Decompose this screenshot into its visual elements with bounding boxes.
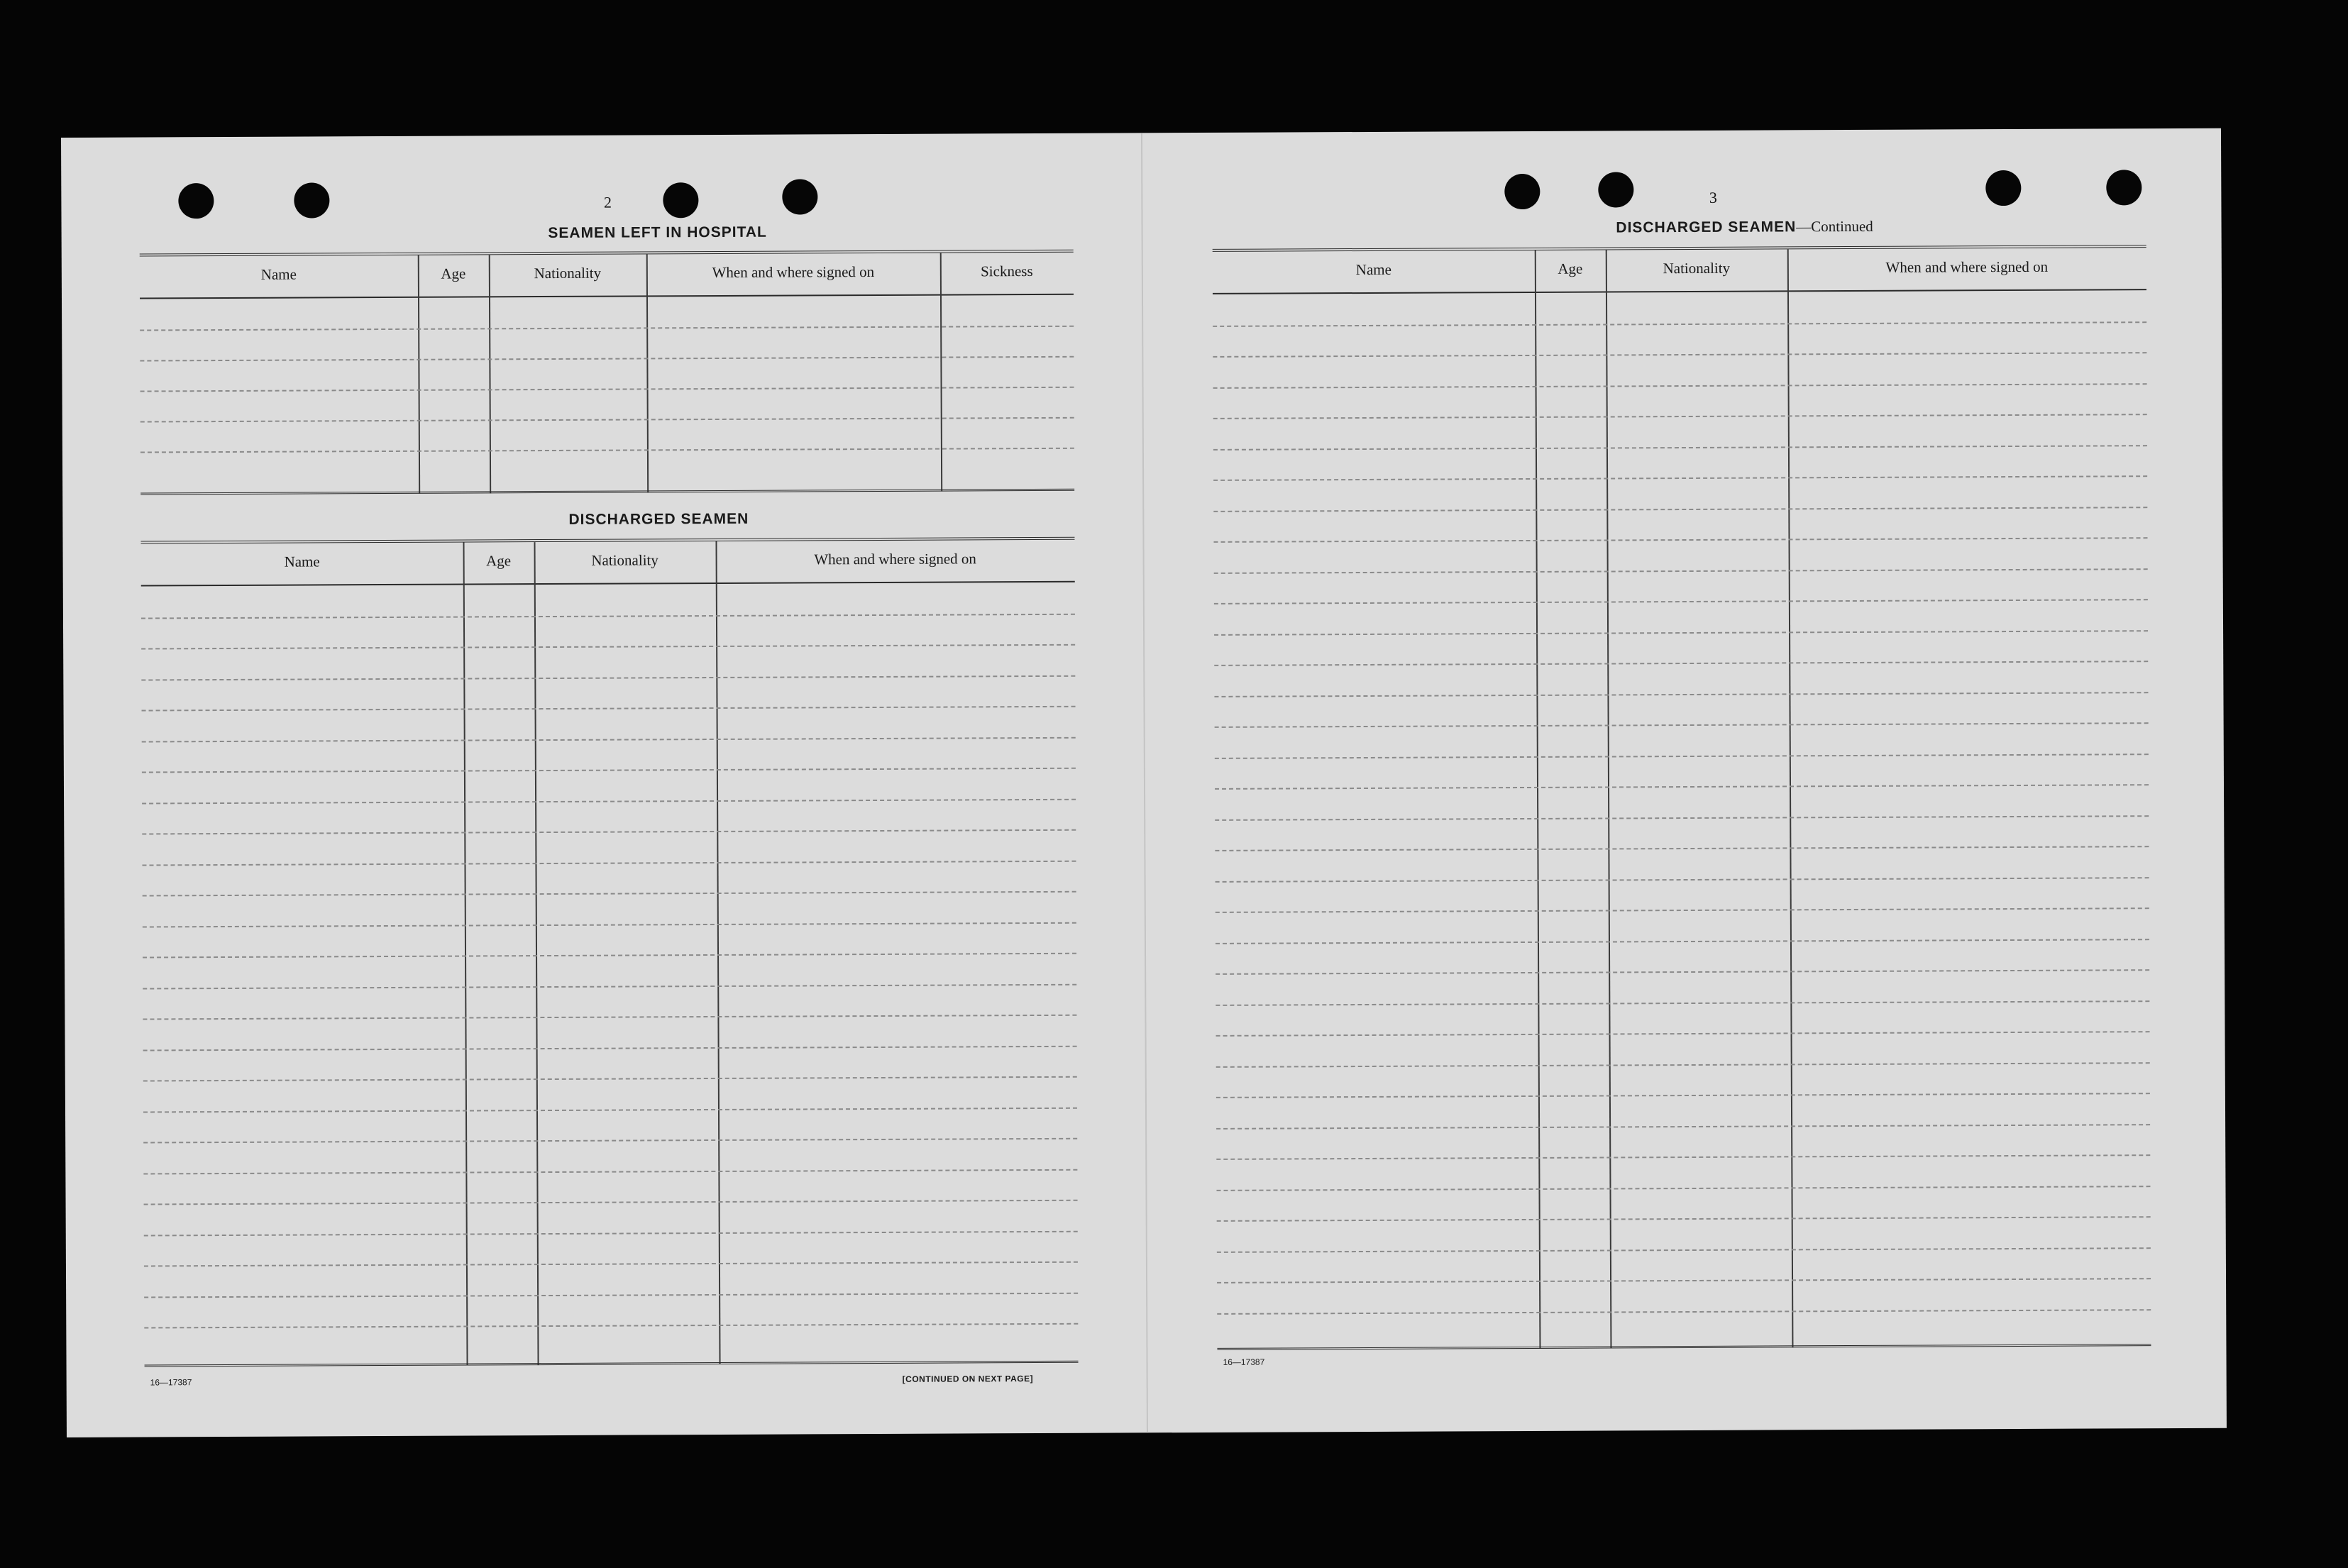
table-row (1213, 537, 2147, 543)
column-header-nationality: Nationality (1663, 259, 1731, 277)
table-row (144, 1200, 1078, 1205)
table-row (1216, 1124, 2150, 1130)
table-row (1217, 1309, 2151, 1315)
page-number: 2 (603, 193, 612, 211)
table-bottom-rule (140, 489, 1074, 495)
table-row (141, 675, 1075, 680)
binder-hole (294, 182, 329, 218)
discharged-table (140, 537, 1078, 1367)
binder-hole (178, 183, 214, 219)
table-row (1214, 630, 2148, 636)
table-header (1213, 248, 2146, 294)
table-row (1217, 1216, 2151, 1222)
column-header-age: Age (441, 265, 466, 282)
column-header-name: Name (1355, 260, 1391, 279)
table-row (144, 1261, 1078, 1267)
table-row (143, 953, 1076, 959)
table-row (143, 1138, 1077, 1144)
table-row (1216, 1000, 2149, 1006)
binder-hole (1598, 172, 1633, 207)
table-row (140, 326, 1074, 331)
title-suffix: —Continued (1796, 217, 1873, 236)
binder-hole (663, 182, 698, 218)
column-header-name: Name (260, 265, 297, 283)
table-row (1213, 383, 2147, 389)
table-row (1213, 507, 2147, 512)
document-sheet (61, 128, 2227, 1437)
table-row (1215, 753, 2149, 759)
table-row (143, 1015, 1076, 1020)
discharged-section-title: DISCHARGED SEAMEN (568, 510, 749, 528)
table-header (140, 540, 1074, 587)
table-row (1215, 815, 2149, 821)
table-row (1216, 939, 2149, 944)
table-row (1214, 692, 2148, 697)
form-code: 16—17387 (1223, 1357, 1265, 1367)
title-text: DISCHARGED SEAMEN (1616, 219, 1797, 236)
column-header-signed-on: When and where signed on (712, 263, 875, 281)
table-row (142, 829, 1076, 835)
column-header-nationality: Nationality (534, 264, 602, 282)
table-row (140, 356, 1074, 362)
table-row (140, 448, 1074, 453)
binder-hole (782, 179, 817, 214)
continuation-note: [CONTINUED ON NEXT PAGE] (902, 1374, 1034, 1384)
binder-hole (2106, 170, 2142, 205)
table-row (143, 983, 1076, 989)
page-right (1141, 128, 2227, 1433)
table-row (1213, 414, 2147, 419)
column-header-age: Age (1558, 260, 1583, 277)
table-row (143, 1107, 1077, 1112)
column-divider (534, 542, 539, 1365)
hospital-section-title: SEAMEN LEFT IN HOSPITAL (548, 223, 767, 242)
table-row (144, 1292, 1078, 1298)
page-left (61, 133, 1147, 1437)
column-divider (1606, 250, 1612, 1348)
binder-hole (1985, 170, 2021, 206)
table-bottom-rule (1217, 1344, 2151, 1350)
table-row (1214, 599, 2148, 604)
table-row (144, 1323, 1078, 1329)
column-divider (1535, 250, 1541, 1349)
table-row (142, 706, 1076, 712)
table-bottom-rule (145, 1361, 1079, 1367)
table-row (142, 860, 1076, 866)
table-row (1214, 661, 2148, 666)
column-header-signed-on: When and where signed on (1885, 258, 2049, 276)
table-row (1215, 784, 2149, 790)
table-row (1216, 1062, 2150, 1068)
column-header-nationality: Nationality (591, 551, 658, 569)
table-row (1216, 1093, 2150, 1098)
column-header-signed-on: When and where signed on (814, 550, 976, 568)
table-row (140, 387, 1074, 392)
table-header (140, 253, 1074, 299)
table-row (1213, 445, 2147, 451)
table-row (1216, 1154, 2150, 1160)
column-header-sickness: Sickness (981, 263, 1033, 280)
table-row (144, 1230, 1078, 1236)
table-row (1214, 568, 2148, 574)
table-row (1216, 969, 2149, 975)
table-row (143, 1045, 1077, 1051)
table-row (140, 417, 1074, 423)
table-row (142, 798, 1076, 804)
table-row (1215, 846, 2149, 851)
table-row (1216, 907, 2149, 913)
form-code: 16—17387 (150, 1377, 192, 1388)
binder-hole (1504, 174, 1540, 209)
discharged-continued-title (1284, 216, 2206, 238)
table-row (1216, 1031, 2150, 1037)
table-row (1216, 877, 2149, 883)
table-row (142, 736, 1076, 742)
column-divider (463, 543, 468, 1366)
table-row (1213, 321, 2146, 327)
table-row (143, 1169, 1077, 1174)
table-row (1213, 475, 2147, 481)
table-row (1213, 352, 2146, 358)
table-row (1216, 1186, 2150, 1191)
table-row (1215, 722, 2149, 728)
table-row (1217, 1278, 2151, 1283)
column-header-name: Name (284, 553, 320, 570)
table-row (141, 644, 1075, 650)
table-row (1217, 1247, 2151, 1253)
column-divider (1787, 249, 1794, 1347)
table-row (142, 768, 1076, 773)
column-divider (715, 541, 720, 1364)
table-row (141, 613, 1075, 619)
hospital-table (140, 250, 1074, 495)
table-row (143, 922, 1076, 927)
page-number: 3 (1709, 188, 1717, 206)
discharged-continued-table (1213, 245, 2151, 1350)
table-row (143, 891, 1076, 897)
table-row (143, 1076, 1077, 1082)
column-header-age: Age (486, 552, 512, 570)
